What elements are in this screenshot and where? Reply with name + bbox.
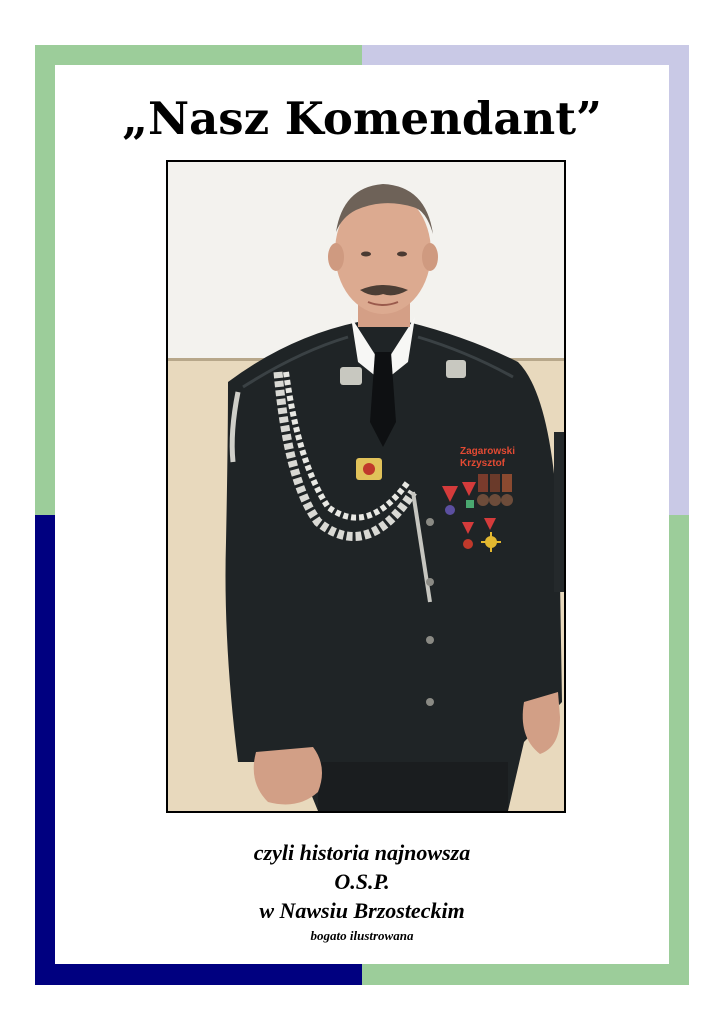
name-tag-line2: Krzysztof: [460, 458, 506, 469]
left-hand: [254, 747, 322, 804]
name-tag-line1: Zagarowski: [460, 446, 516, 457]
caption-line-1: czyli historia najnowsza: [253, 840, 471, 865]
portrait-photo: [166, 160, 566, 813]
page-title: „Nasz Komendant”: [122, 92, 602, 145]
caption-line-4: bogato ilustrowana: [310, 928, 414, 943]
caption-line-3: w Nawsiu Brzosteckim: [259, 898, 465, 923]
caption-line-2: O.S.P.: [334, 869, 390, 894]
